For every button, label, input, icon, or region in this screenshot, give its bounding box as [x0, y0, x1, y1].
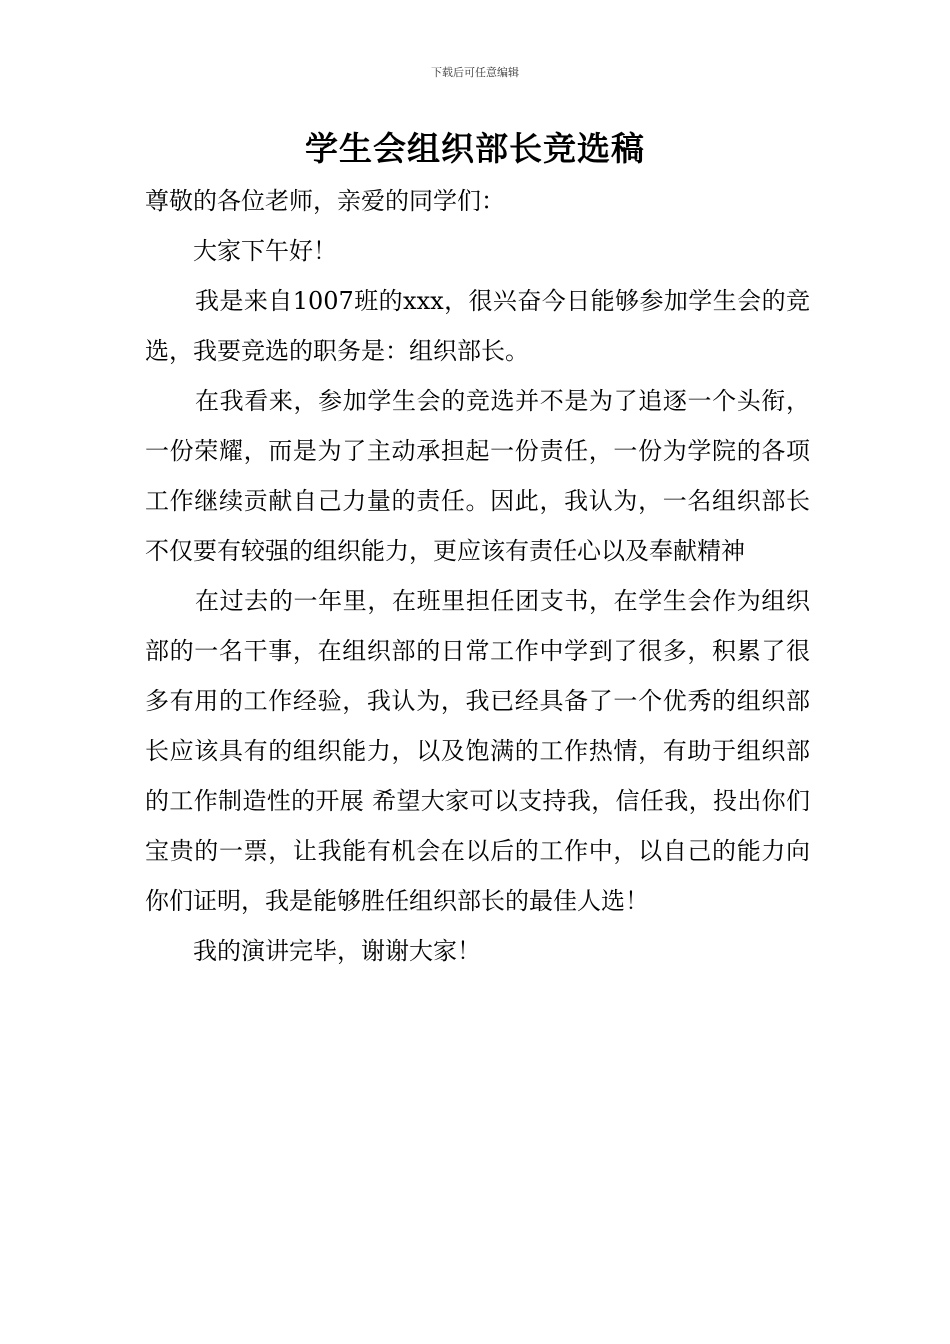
- salutation: 尊敬的各位老师，亲爱的同学们：: [145, 187, 505, 215]
- document-body: [145, 176, 810, 976]
- closing: 我的演讲完毕，谢谢大家！: [193, 937, 481, 965]
- header-note: 下载后可任意编辑: [431, 66, 519, 79]
- paragraph-experience: 在过去的一年里，在班里担任团支书，在学生会作为组织部的一名干事，在组织部的日常工作中学到了很多，积累了很多有用的工作经验，我认为，我已经具备了一个优秀的组织部长应该具有的组织能力，以及饱满的工作热情，有助于组织部的工作制造性的开展 希望大家可以支持我，信任我，投出你们宝贵的一票，让我能有机会在以后的工作中，以自己的能力向你们证明，我是能够胜任组织部长的最佳人选！: [145, 587, 810, 915]
- document-title: 学生会组织部长竞选稿: [305, 129, 645, 168]
- greeting: 大家下午好！: [193, 237, 337, 265]
- paragraph-view: 在我看来，参加学生会的竞选并不是为了追逐一个头衔，一份荣耀，而是为了主动承担起一份责任，一份为学院的各项工作继续贡献自己力量的责任。因此，我认为，一名组织部长不仅要有较强的组织能力，更应该有责任心以及奉献精神: [145, 387, 810, 565]
- paragraph-intro: 我是来自1007班的xxx，很兴奋今日能够参加学生会的竞选，我要竞选的职务是：组织部长。: [145, 287, 810, 365]
